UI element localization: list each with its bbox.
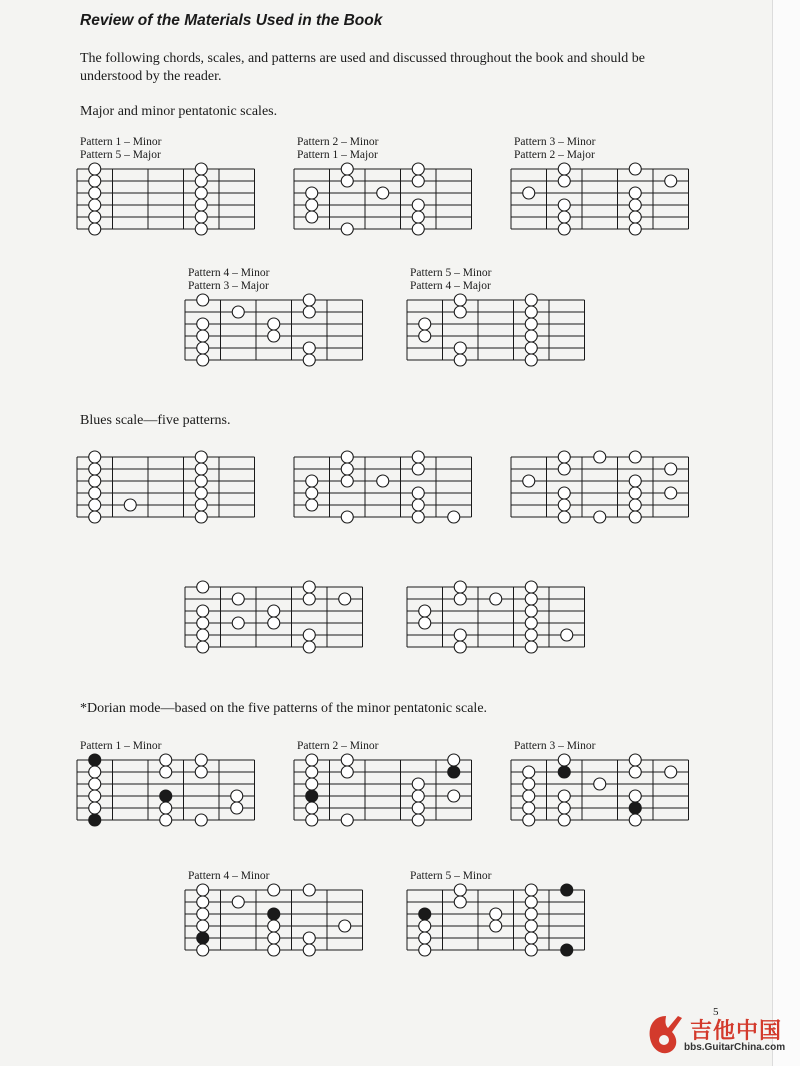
pattern-label: Pattern 2 – Minor (297, 136, 379, 148)
scale-note-dot (195, 766, 207, 778)
scale-note-dot (525, 944, 537, 956)
scale-note-dot (525, 354, 537, 366)
scale-note-dot (629, 511, 641, 523)
scale-note-dot (412, 223, 424, 235)
pattern-label: Pattern 3 – Major (188, 280, 269, 292)
scale-note-dot (89, 463, 101, 475)
scale-diagram (294, 451, 472, 523)
scale-note-dot (412, 451, 424, 463)
scale-note-dot (448, 754, 460, 766)
scale-note-dot (195, 463, 207, 475)
scale-note-dot (525, 617, 537, 629)
scale-note-dot (558, 814, 570, 826)
scale-note-dot (629, 163, 641, 175)
scale-diagram (511, 136, 689, 235)
scale-note-dot (195, 814, 207, 826)
scale-note-dot (306, 814, 318, 826)
scale-note-dot (197, 944, 209, 956)
scale-note-dot (197, 354, 209, 366)
scale-note-dot (195, 475, 207, 487)
scale-note-dot (195, 499, 207, 511)
scale-note-dot (412, 499, 424, 511)
dorian-note-dot (448, 766, 460, 778)
dorian-note-dot (89, 814, 101, 826)
scale-diagram (77, 740, 255, 826)
scale-diagram (511, 451, 689, 523)
scale-note-dot (341, 451, 353, 463)
scale-note-dot (268, 944, 280, 956)
scale-note-dot (412, 814, 424, 826)
scale-note-dot (454, 306, 466, 318)
pattern-label: Pattern 3 – Minor (514, 740, 596, 752)
scale-note-dot (665, 487, 677, 499)
scale-diagram (294, 136, 472, 235)
scale-note-dot (306, 211, 318, 223)
scale-note-dot (558, 223, 570, 235)
scale-note-dot (89, 511, 101, 523)
scale-note-dot (306, 187, 318, 199)
scale-note-dot (558, 790, 570, 802)
scale-note-dot (525, 581, 537, 593)
dorian-note-dot (558, 766, 570, 778)
scale-note-dot (412, 163, 424, 175)
scale-note-dot (412, 511, 424, 523)
pattern-label: Pattern 5 – Minor (410, 267, 492, 279)
page-number: 5 (713, 1006, 719, 1018)
scale-note-dot (377, 475, 389, 487)
scale-note-dot (303, 593, 315, 605)
scale-note-dot (419, 932, 431, 944)
scale-note-dot (339, 920, 351, 932)
section-title-blues: Blues scale—five patterns. (80, 413, 231, 428)
pattern-label: Pattern 2 – Minor (297, 740, 379, 752)
scale-diagram (185, 267, 363, 366)
scale-note-dot (523, 802, 535, 814)
scale-note-dot (629, 187, 641, 199)
watermark-url: bbs.GuitarChina.com (684, 1042, 786, 1053)
scale-note-dot (412, 463, 424, 475)
scale-note-dot (454, 354, 466, 366)
scale-note-dot (341, 511, 353, 523)
scale-note-dot (306, 475, 318, 487)
scale-note-dot (89, 487, 101, 499)
scale-note-dot (525, 932, 537, 944)
scale-note-dot (306, 499, 318, 511)
scale-note-dot (197, 641, 209, 653)
scale-note-dot (89, 790, 101, 802)
scale-note-dot (629, 499, 641, 511)
scale-note-dot (231, 802, 243, 814)
scale-note-dot (412, 211, 424, 223)
scale-note-dot (594, 511, 606, 523)
scale-note-dot (195, 511, 207, 523)
scale-note-dot (197, 605, 209, 617)
scale-note-dot (306, 778, 318, 790)
scale-diagram (407, 581, 585, 653)
scale-note-dot (303, 932, 315, 944)
scale-diagram (77, 451, 255, 523)
scale-note-dot (303, 354, 315, 366)
pattern-label: Pattern 5 – Minor (410, 870, 492, 882)
scale-note-dot (268, 605, 280, 617)
scale-note-dot (525, 605, 537, 617)
scale-note-dot (89, 499, 101, 511)
pattern-label: Pattern 1 – Minor (80, 136, 162, 148)
scale-note-dot (303, 342, 315, 354)
scale-note-dot (419, 617, 431, 629)
scale-note-dot (419, 920, 431, 932)
scale-note-dot (454, 294, 466, 306)
scale-note-dot (195, 175, 207, 187)
scale-diagram (294, 740, 472, 826)
scale-note-dot (195, 451, 207, 463)
scale-note-dot (197, 629, 209, 641)
scale-note-dot (523, 187, 535, 199)
pattern-label: Pattern 4 – Major (410, 280, 491, 292)
scale-note-dot (89, 199, 101, 211)
scale-note-dot (339, 593, 351, 605)
scale-note-dot (594, 778, 606, 790)
scale-note-dot (419, 318, 431, 330)
scale-note-dot (195, 487, 207, 499)
scale-note-dot (454, 641, 466, 653)
scale-note-dot (89, 175, 101, 187)
scale-note-dot (412, 487, 424, 499)
scale-note-dot (629, 766, 641, 778)
scale-note-dot (419, 330, 431, 342)
scale-note-dot (303, 581, 315, 593)
scale-note-dot (558, 499, 570, 511)
scale-note-dot (412, 790, 424, 802)
scale-note-dot (454, 342, 466, 354)
scale-note-dot (195, 211, 207, 223)
scale-note-dot (195, 223, 207, 235)
scale-note-dot (629, 754, 641, 766)
watermark (644, 1010, 794, 1062)
scale-note-dot (525, 908, 537, 920)
scale-note-dot (341, 463, 353, 475)
scale-note-dot (160, 766, 172, 778)
dorian-note-dot (419, 908, 431, 920)
scale-note-dot (523, 790, 535, 802)
scale-note-dot (197, 318, 209, 330)
scale-note-dot (303, 641, 315, 653)
scale-note-dot (195, 199, 207, 211)
scale-note-dot (268, 920, 280, 932)
scale-note-dot (232, 306, 244, 318)
scale-note-dot (523, 778, 535, 790)
scale-note-dot (525, 641, 537, 653)
scale-note-dot (558, 487, 570, 499)
scale-note-dot (419, 944, 431, 956)
scale-note-dot (195, 187, 207, 199)
scale-note-dot (665, 766, 677, 778)
scale-note-dot (303, 944, 315, 956)
scale-diagram (407, 267, 585, 366)
dorian-note-dot (268, 908, 280, 920)
scale-note-dot (89, 163, 101, 175)
scale-note-dot (454, 884, 466, 896)
scale-note-dot (195, 754, 207, 766)
scale-note-dot (412, 199, 424, 211)
scale-note-dot (124, 499, 136, 511)
scale-note-dot (160, 802, 172, 814)
scale-note-dot (665, 463, 677, 475)
scale-note-dot (89, 223, 101, 235)
scale-note-dot (629, 487, 641, 499)
dorian-note-dot (561, 884, 573, 896)
scale-note-dot (558, 175, 570, 187)
scale-note-dot (558, 463, 570, 475)
scale-note-dot (454, 629, 466, 641)
scale-diagram (185, 870, 363, 956)
scale-note-dot (306, 802, 318, 814)
scale-note-dot (306, 487, 318, 499)
scale-diagram (511, 740, 689, 826)
pattern-label: Pattern 4 – Minor (188, 267, 270, 279)
scale-note-dot (160, 754, 172, 766)
scale-note-dot (412, 802, 424, 814)
scale-note-dot (232, 593, 244, 605)
scale-note-dot (341, 754, 353, 766)
dorian-note-dot (561, 944, 573, 956)
scale-note-dot (306, 199, 318, 211)
scale-note-dot (558, 163, 570, 175)
scale-note-dot (268, 318, 280, 330)
intro-paragraph: The following chords, scales, and patterns are used and discussed throughout the book and should be understood by the reader. (80, 51, 645, 84)
guitar-logo-icon (644, 1010, 688, 1060)
scale-note-dot (629, 814, 641, 826)
scale-note-dot (268, 330, 280, 342)
scale-note-dot (232, 896, 244, 908)
scale-note-dot (197, 294, 209, 306)
scale-note-dot (268, 617, 280, 629)
scale-note-dot (525, 593, 537, 605)
scale-note-dot (303, 884, 315, 896)
scale-note-dot (341, 175, 353, 187)
scale-note-dot (303, 629, 315, 641)
scale-note-dot (412, 778, 424, 790)
scale-note-dot (197, 342, 209, 354)
scale-note-dot (341, 475, 353, 487)
scale-note-dot (448, 511, 460, 523)
scale-note-dot (525, 318, 537, 330)
scale-note-dot (665, 175, 677, 187)
scale-note-dot (303, 306, 315, 318)
scale-note-dot (454, 581, 466, 593)
pattern-label: Pattern 2 – Major (514, 149, 595, 161)
pattern-label: Pattern 1 – Minor (80, 740, 162, 752)
scale-note-dot (525, 920, 537, 932)
pattern-label: Pattern 3 – Minor (514, 136, 596, 148)
scale-note-dot (232, 617, 244, 629)
scale-note-dot (523, 475, 535, 487)
scale-note-dot (89, 451, 101, 463)
scale-note-dot (160, 814, 172, 826)
scale-note-dot (525, 306, 537, 318)
scale-note-dot (341, 814, 353, 826)
dorian-note-dot (306, 790, 318, 802)
scale-note-dot (268, 884, 280, 896)
scale-note-dot (558, 199, 570, 211)
watermark-brand: 吉他中国 (690, 1019, 783, 1044)
scale-note-dot (594, 451, 606, 463)
scale-note-dot (197, 920, 209, 932)
scale-note-dot (525, 330, 537, 342)
scale-note-dot (523, 766, 535, 778)
scale-note-dot (303, 294, 315, 306)
pattern-label: Pattern 4 – Minor (188, 870, 270, 882)
scale-note-dot (197, 896, 209, 908)
scale-note-dot (525, 896, 537, 908)
scale-note-dot (89, 475, 101, 487)
pattern-label: Pattern 1 – Major (297, 149, 378, 161)
scale-note-dot (377, 187, 389, 199)
scale-note-dot (412, 175, 424, 187)
scale-note-dot (195, 163, 207, 175)
page-heading: Review of the Materials Used in the Book (80, 12, 383, 29)
scale-note-dot (558, 802, 570, 814)
scale-note-dot (419, 605, 431, 617)
scale-note-dot (341, 766, 353, 778)
scale-note-dot (89, 802, 101, 814)
scale-note-dot (448, 790, 460, 802)
scale-diagram (185, 581, 363, 653)
scale-note-dot (306, 754, 318, 766)
scale-note-dot (561, 629, 573, 641)
scale-note-dot (454, 896, 466, 908)
dorian-note-dot (197, 932, 209, 944)
scale-note-dot (197, 617, 209, 629)
scale-note-dot (523, 814, 535, 826)
scale-note-dot (629, 199, 641, 211)
scale-note-dot (268, 932, 280, 944)
scale-note-dot (525, 294, 537, 306)
scale-diagram (77, 136, 255, 235)
scale-note-dot (629, 475, 641, 487)
scale-note-dot (525, 629, 537, 641)
scale-note-dot (341, 163, 353, 175)
scale-note-dot (525, 342, 537, 354)
scale-note-dot (490, 920, 502, 932)
scale-note-dot (525, 884, 537, 896)
scale-note-dot (490, 593, 502, 605)
scale-note-dot (89, 187, 101, 199)
section-title-pentatonic: Major and minor pentatonic scales. (80, 104, 278, 119)
scale-note-dot (490, 908, 502, 920)
dorian-note-dot (629, 802, 641, 814)
scale-note-dot (629, 790, 641, 802)
scale-note-dot (197, 330, 209, 342)
section-title-dorian: *Dorian mode—based on the five patterns of the minor pentatonic scale. (80, 701, 488, 716)
scale-note-dot (558, 211, 570, 223)
scale-note-dot (89, 211, 101, 223)
scale-note-dot (558, 451, 570, 463)
scale-note-dot (558, 511, 570, 523)
scale-note-dot (558, 754, 570, 766)
scale-diagram (407, 870, 585, 956)
scale-note-dot (197, 581, 209, 593)
scale-note-dot (629, 211, 641, 223)
scale-note-dot (306, 766, 318, 778)
scale-note-dot (231, 790, 243, 802)
scale-note-dot (197, 908, 209, 920)
dorian-note-dot (160, 790, 172, 802)
pattern-label: Pattern 5 – Major (80, 149, 161, 161)
scale-note-dot (629, 223, 641, 235)
scale-note-dot (89, 778, 101, 790)
scale-note-dot (629, 451, 641, 463)
scale-note-dot (89, 766, 101, 778)
dorian-note-dot (89, 754, 101, 766)
scale-note-dot (454, 593, 466, 605)
scale-note-dot (197, 884, 209, 896)
scale-note-dot (341, 223, 353, 235)
